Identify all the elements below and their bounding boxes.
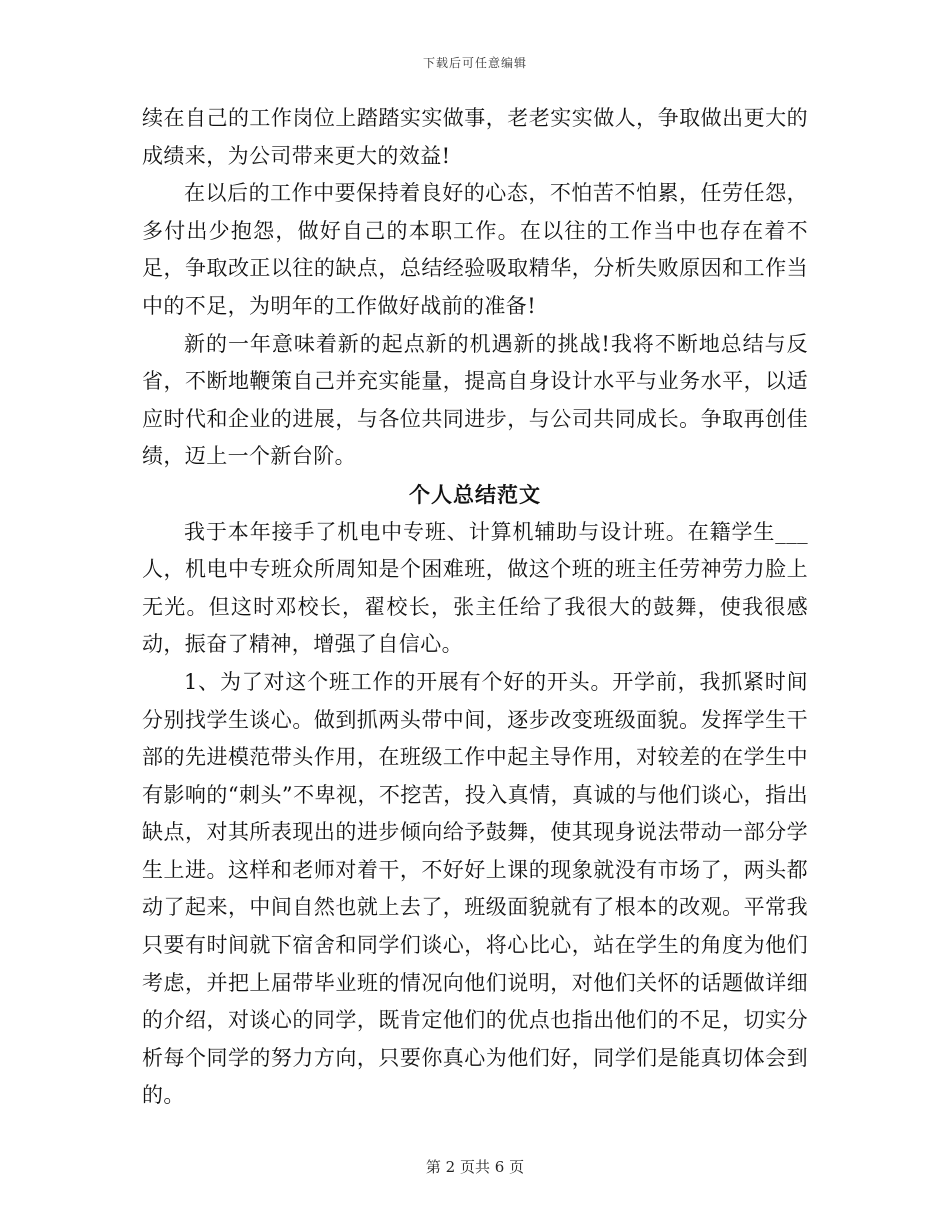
document-body [142,100,808,1115]
paragraph-item-1: 1、为了对这个班工作的开展有个好的开头。开学前，我抓紧时间分别找学生谈心。做到抓两头带中间，逐步改变班级面貌。发挥学生干部的先进模范带头作用，在班级工作中起主导作用，对较差的在学生中有影响的“刺头”不卑视，不挖苦，投入真情，真诚的与他们谈心，指出缺点，对其所表现出的进步倾向给予鼓舞，使其现身说法带动一部分学生上进。这样和老师对着干，不好好上课的现象就没有市场了，两头都动了起来，中间自然也就上去了，班级面貌就有了根本的改观。平常我只要有时间就下宿舍和同学们谈心，将心比心，站在学生的角度为他们考虑，并把上届带毕业班的情况向他们说明，对他们关怀的话题做详细的介绍，对谈心的同学，既肯定他们的优点也指出他们的不足，切实分析每个同学的努力方向，只要你真心为他们好，同学们是能真切体会到的。 [142,669,808,1108]
paragraph-class-intro: 我于本年接手了机电中专班、计算机辅助与设计班。在籍学生___人，机电中专班众所周知是个困难班，做这个班的班主任劳神劳力脸上无光。但这时邓校长，翟校长，张主任给了我很大的鼓舞，使我很感动，振奋了精神，增强了自信心。 [142,519,808,657]
paragraph-new-year: 新的一年意味着新的起点新的机遇新的挑战!我将不断地总结与反省，不断地鞭策自己并充实能量，提高自身设计水平与业务水平，以适应时代和企业的进展，与各位共同进步，与公司共同成长。争取再创佳绩，迈上一个新台阶。 [142,331,808,469]
section-title: 个人总结范文 [409,481,541,507]
page-footer: 第 2 页共 6 页 [425,1158,525,1176]
paragraph-continuation: 续在自己的工作岗位上踏踏实实做事，老老实实做人，争取做出更大的成绩来，为公司带来更大的效益! [142,106,808,168]
page-header: 下载后可任意编辑 [422,56,527,70]
paragraph-attitude: 在以后的工作中要保持着良好的心态，不怕苦不怕累，任劳任怨，多付出少抱怨，做好自己的本职工作。在以往的工作当中也存在着不足，争取改正以往的缺点，总结经验吸取精华，分析失败原因和工作当中的不足，为明年的工作做好战前的准备! [142,181,808,318]
